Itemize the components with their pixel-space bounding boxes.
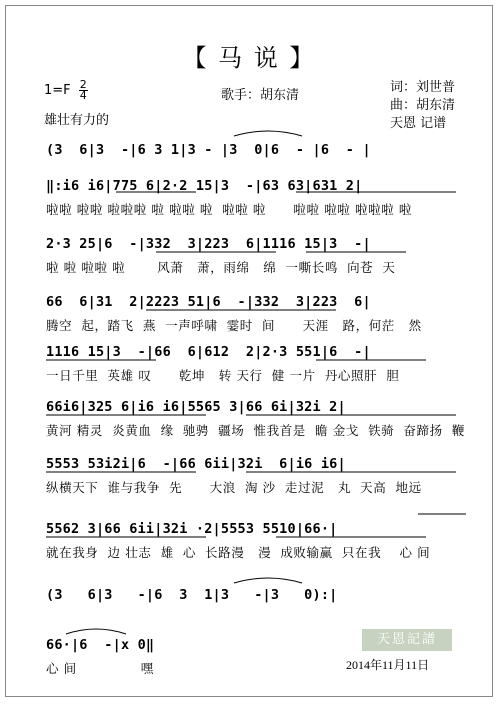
date-label: 2014年11月11日 <box>346 658 430 672</box>
notes-line: 5553 53i2i|6 -|66 6ii|32i 6|i6 i6| <box>46 456 346 472</box>
notes-line: 66·|6 -|x 0‖ <box>46 637 155 653</box>
lyrics-line: 纵横天下 谁与我争 先 大浪 淘 沙 走过泥 丸 天高 地远 <box>46 480 422 495</box>
notes-line: (3 6|3 -|6 3 1|3 -|3 0):| <box>46 587 338 603</box>
key-prefix: 1=F <box>44 83 71 98</box>
arranger-label: 天恩 记谱 <box>390 116 447 131</box>
notes-line: (3 6|3 -|6 3 1|3 - |3 0|6 - |6 - | <box>46 142 371 158</box>
notes-line: 66i6|325 6|i6 i6|5565 3|66 6i|32i 2| <box>46 399 346 415</box>
notes-line: 1116 15|3 -|66 6|612 2|2·3 551|6 -| <box>46 344 371 360</box>
time-top: 2 <box>79 78 87 91</box>
slur-mark <box>66 629 126 634</box>
tempo-marking: 雄壮有力的 <box>44 113 110 128</box>
lyrics-line: 啦 啦 啦啦 啦 风萧 萧，雨绵 绵 一嘶长鸣 向苍 天 <box>46 260 396 275</box>
song-title: 【 马 说 】 <box>182 44 316 72</box>
slur-mark <box>234 131 302 136</box>
notes-line: 2·3 25|6 -|332 3|223 6|1116 15|3 -| <box>46 236 371 252</box>
lyrics-line: 黄河 精灵 炎黄血 缘 驰骋 疆场 惟我首是 瞻 金戈 铁骑 奋蹄扬 鞭 <box>46 423 465 438</box>
singer-label: 歌手：胡东清 <box>221 88 300 103</box>
composer-label: 曲：胡东清 <box>390 98 456 113</box>
arranger-stamp: 天恩記譜 <box>362 629 452 651</box>
score-sheet <box>5 5 493 697</box>
slur-mark <box>234 578 302 583</box>
notation-marks <box>6 6 493 697</box>
notes-line: 66 6|31 2|2223 51|6 -|332 3|223 6| <box>46 294 371 310</box>
lyrics-line: 啦啦 啦啦 啦啦啦 啦 啦啦 啦 啦啦 啦 啦啦 啦啦 啦啦啦 啦 <box>46 202 412 217</box>
lyrics-line: 心 间 嘿 <box>46 661 154 676</box>
lyrics-line: 就在我身 边 壮志 雄 心 长路漫 漫 成败输赢 只在我 心 间 <box>46 545 431 560</box>
lyrics-line: 腾空 起，踏飞 燕 一声呼啸 霎时 间 天涯 路，何茫 然 <box>46 318 422 333</box>
lyricist-label: 词：刘世普 <box>390 80 456 95</box>
lyrics-line: 一日千里 英雄 叹 乾坤 转 天行 健 一片 丹心照肝 胆 <box>46 368 400 383</box>
time-bottom: 4 <box>79 89 87 102</box>
notes-line: ‖:i6 i6|775 6|2·2 15|3 -|63 63|631 2| <box>46 178 363 194</box>
notes-line: 5562 3|66 6ii|32i ·2|5553 5510|66·| <box>46 521 338 537</box>
